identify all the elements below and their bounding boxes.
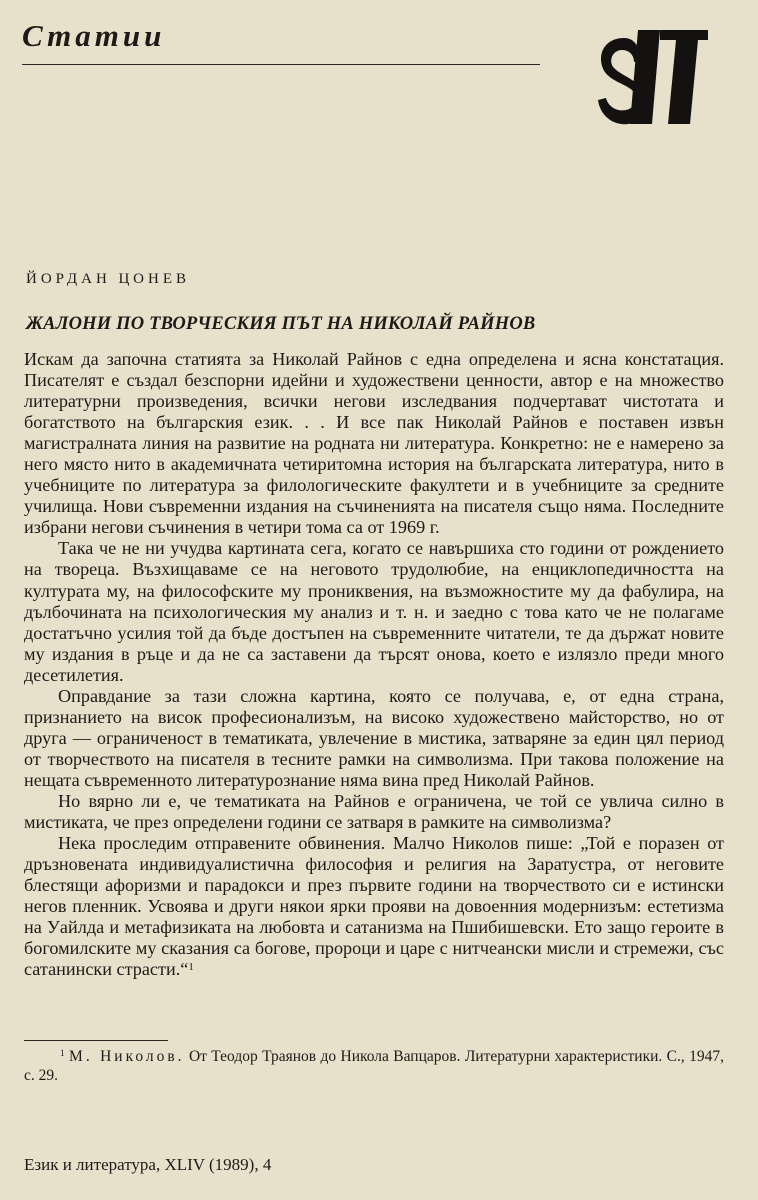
journal-citation: Език и литература, XLIV (1989), 4 — [24, 1155, 272, 1174]
footnote-text: От Теодор Траянов до Никола Вапцаров. Литературни характеристики. С., 1947, с. 29. — [24, 1048, 725, 1084]
journal-logo-icon — [594, 26, 710, 130]
footnote-author: М. Николов. — [69, 1048, 185, 1065]
footnote-divider — [24, 1040, 168, 1041]
footnote-reference[interactable]: 1 — [188, 961, 194, 974]
article-author: ЙОРДАН ЦОНЕВ — [26, 271, 190, 287]
article-body — [24, 349, 724, 980]
paragraph: Нека проследим отправените обвинения. Малчо Николов пише: „Той е поразен от дръзновената индивидуалистична философия и религия на Заратустра, от неговите блестящи афоризми и парадокси и през първите години на творчеството си е истински негов пленник. Усвоява и други някои ярки прояви на довоенния модернизъм: естетизма на Уайлда и метафизиката на любовта и сатанизма на Пшибишевски. Ето защо героите в богомилските му сказания са богове, пророци и царе с нитчеански мисли и стремежи, със сатанински страсти.“ — [24, 833, 724, 980]
header-divider — [22, 64, 540, 65]
article-title: ЖАЛОНИ ПО ТВОРЧЕСКИЯ ПЪТ НА НИКОЛАЙ РАЙНОВ — [26, 314, 536, 334]
footnote — [24, 1047, 724, 1085]
section-title: Статии — [22, 18, 166, 53]
paragraph: Така че не ни учудва картината сега, когато се навършиха сто години от рождението на твореца. Възхищаваме се на неговото трудолюбие, на енциклопедичността на културата му, на философските му прониквения, на възможностите му да фабулира, на дълбочината на психологическия му анализ и т. н. и заедно с това като че не полагаме достатъчно усилия той да бъде достъпен на съвременните читатели, те да държат новите му издания в ръце и да не са заставени да търсят онова, което е излязло преди много десетилетия. — [24, 538, 724, 685]
paragraph: Но вярно ли е, че тематиката на Райнов е ограничена, че той се увлича силно в мистиката, че през определени години се затваря в рамките на символизма? — [24, 790, 724, 833]
paragraph: Искам да започна статията за Николай Райнов с една определена и ясна констатация. Писателят е създал безспорни идейни и художествени ценности, автор е на множество литературни произведения, всички негови изследвания подчертават чистотата и богатството на българския език. . . И все пак Николай Райнов е поставен извън магистралната линия на развитие на родната ни литература. Конкретно: не е намерено за него място нито в академичната четиритомна история на българската литература, нито в учебниците по литература за филологическите факултети и в учебниците за средните училища. Нови съвременни издания на съчиненията на писателя също няма. Последните избрани негови съчинения в четири тома са от 1969 г. — [24, 349, 724, 538]
footnote-number: 1 — [60, 1049, 65, 1059]
paragraph-with-footnote-ref — [24, 833, 724, 980]
paragraph: Оправдание за тази сложна картина, която се получава, е, от една страна, признанието на висок професионализъм, на високо художествено майсторство, но от друга — ограниченост в тематиката, увлечение в мистика, затваряне за един цял период от творчеството на писателя в тесните рамки на символизма. При такова положение на нещата съвременното литературознание няма вина пред Николай Райнов. — [24, 685, 724, 790]
